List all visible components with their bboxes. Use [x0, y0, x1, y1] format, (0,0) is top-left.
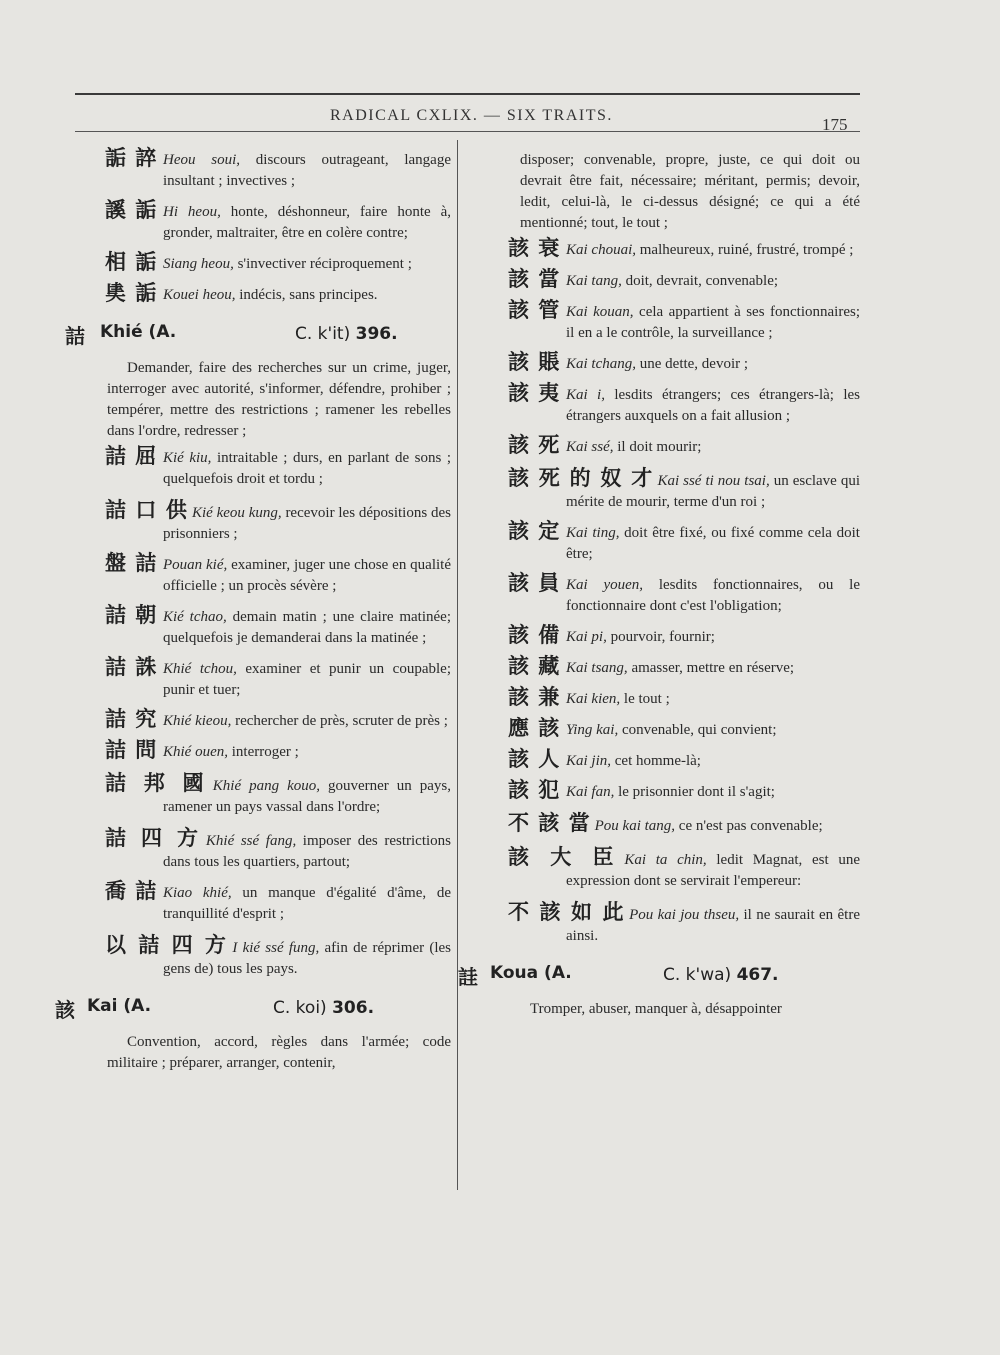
entry-characters: 不 該 當 — [508, 811, 591, 835]
entry-definition: amasser, mettre en réserve; — [627, 660, 795, 676]
entry — [55, 198, 451, 244]
entry-romanization: Khié tchou, — [163, 661, 237, 677]
character-definition: Convention, accord, règles dans l'armée; code militaire ; préparer, arranger, contenir, — [107, 1034, 451, 1071]
entry-romanization: Kai tsang, — [566, 660, 628, 676]
character-definition-continued: disposer; convenable, propre, juste, ce qui doit ou devrait être fait, nécessaire; méritant, permis; devoir, ledit, celui-là, le ci-dessus désigné; ce qui a été mentionné; tout, le tout ; — [520, 152, 860, 231]
entry — [55, 444, 452, 490]
entry — [458, 298, 860, 344]
entry-characters: 詰 問 — [105, 738, 158, 762]
entry-definition: demain matin ; une claire matinée; quelquefois je demanderai dans la matinée ; — [163, 609, 451, 646]
entry-romanization: Pou kai tang, — [594, 818, 676, 834]
entry — [55, 551, 451, 597]
entry-definition: le prisonnier dont il s'agit; — [614, 784, 775, 800]
entry — [458, 267, 860, 292]
entry — [458, 381, 860, 427]
entry-romanization: Khié kieou, — [163, 713, 232, 729]
entry-romanization: Khié ssé fang, — [205, 833, 297, 849]
header-rule — [75, 131, 860, 132]
entry-characters: 該 備 — [508, 623, 561, 647]
heading-title: Khié (A. — [100, 322, 177, 342]
entry-definition: une dette, devoir ; — [636, 356, 749, 372]
entry — [458, 716, 860, 741]
heading-title: Kai (A. — [87, 996, 152, 1016]
entry — [55, 500, 451, 545]
entry — [55, 773, 451, 818]
entry-characters: 以 詰 四 方 — [105, 933, 229, 957]
heading-character: 詰 — [65, 324, 85, 348]
entry-romanization: Kai fan, — [566, 784, 615, 800]
entry-romanization: Kai chouai, — [566, 242, 636, 258]
entry-characters: 詰 邦 國 — [105, 771, 209, 795]
character-definition: Demander, faire des recherches sur un crime, juger, interroger avec autorité, s'informer, défendre, prohiber ; tempérer, mettre des restrictions ; ramener les rebelles dans l'ordre, redresser ; — [107, 360, 451, 439]
entry-romanization: Kai i, — [566, 387, 605, 403]
entry-definition: il doit mourir; — [613, 439, 702, 455]
heading-code: C. k'it) 396. — [295, 324, 398, 344]
entry — [55, 935, 451, 980]
entry-definition: interroger ; — [228, 744, 299, 760]
entry — [55, 655, 451, 701]
entry-romanization: Kai pi, — [566, 629, 607, 645]
entry-definition: un esclave qui mérite de mourir, terme d'un roi ; — [566, 473, 860, 510]
character-heading — [55, 320, 451, 350]
entry-characters: 該 人 — [508, 747, 561, 771]
entry-romanization: Siang heou, — [163, 256, 234, 272]
entry-definition: indécis, sans principes. — [235, 287, 378, 303]
character-heading — [55, 994, 451, 1024]
running-header: RADICAL CXLIX. — SIX TRAITS. — [330, 107, 613, 124]
entry-characters: 該 死 — [508, 433, 561, 457]
entry-characters: 詬 誶 — [105, 146, 158, 170]
entry — [55, 146, 451, 192]
entry-romanization: Pou kai jou thseu, — [629, 907, 740, 923]
top-rule — [75, 93, 860, 95]
entry-definition: lesdits fonctionnaires, ou le fonctionnaire dont c'est l'obligation; — [566, 577, 860, 614]
entry-definition: ce n'est pas convenable; — [675, 818, 823, 834]
entry-characters: 該 當 — [508, 267, 561, 291]
heading-title: Koua (A. — [490, 963, 572, 983]
entry — [458, 571, 860, 617]
entry-characters: 盤 詰 — [105, 551, 158, 575]
entry — [458, 902, 860, 947]
entry — [55, 250, 451, 275]
entry-characters: 該 員 — [508, 571, 561, 595]
entry-romanization: Kié keou kung, — [191, 505, 282, 521]
entry — [458, 433, 860, 458]
entry-romanization: Kai ting, — [566, 525, 620, 541]
entry-definition: gouverner un pays, ramener un pays vassal dans l'ordre; — [163, 778, 451, 815]
entry-characters: 應 該 — [508, 716, 561, 740]
entry-definition: un manque d'égalité d'âme, de tranquillité d'esprit ; — [163, 885, 452, 922]
entry-romanization: Kai ssé ti nou tsai, — [657, 473, 770, 489]
entry-characters: 詰 四 方 — [105, 826, 202, 850]
entry-definition: cet homme-là; — [611, 753, 701, 769]
entry — [55, 738, 451, 763]
entry-romanization: Kai ssé, — [566, 439, 614, 455]
left-column — [55, 146, 452, 1080]
entry-definition: honte, déshonneur, faire honte à, gronder, maltraiter, être en colère contre; — [163, 204, 451, 241]
entry — [55, 281, 451, 306]
entry-characters: 該 衰 — [508, 236, 561, 260]
heading-code: C. k'wa) 467. — [663, 965, 779, 985]
character-definition: Tromper, abuser, manquer à, désappointer — [530, 1001, 782, 1017]
entry-characters: 該 管 — [508, 298, 561, 322]
entry-characters: 相 詬 — [105, 250, 158, 274]
entry-romanization: Kai kouan, — [566, 304, 634, 320]
entry-characters: 謑 詬 — [105, 198, 158, 222]
entry-definition: imposer des restrictions dans tous les quartiers, partout; — [163, 833, 451, 870]
entry-definition: doit être fixé, ou fixé comme cela doit être; — [566, 525, 860, 562]
entry-characters: 奊 詬 — [105, 281, 158, 305]
entry-romanization: Kié kiu, — [163, 450, 212, 466]
heading-character: 詿 — [458, 965, 478, 989]
entry — [458, 468, 860, 513]
entry-characters: 該 夷 — [508, 381, 561, 405]
entry-romanization: Khié ouen, — [163, 744, 228, 760]
entry-characters: 該 藏 — [508, 654, 561, 678]
entry-definition: doit, devrait, convenable; — [621, 273, 779, 289]
entry-romanization: Pouan kié, — [163, 557, 228, 573]
entry — [458, 623, 860, 648]
entry-definition: pourvoir, fournir; — [606, 629, 715, 645]
entry-definition: lesdits étrangers; ces étrangers-là; les étrangers auxquels on a fait allusion ; — [566, 387, 860, 424]
entry-definition: le tout ; — [620, 691, 670, 707]
entry — [458, 778, 860, 803]
entry-romanization: Kai tang, — [566, 273, 622, 289]
entry-characters: 詰 朝 — [105, 603, 158, 627]
entry-characters: 詰 誅 — [105, 655, 158, 679]
entry — [55, 879, 452, 925]
entry-romanization: Kai youen, — [566, 577, 644, 593]
entry-characters: 該 兼 — [508, 685, 561, 709]
entry-characters: 該 死 的 奴 才 — [508, 466, 654, 490]
entry-definition: s'invectiver réciproquement ; — [233, 256, 412, 272]
entry-characters: 喬 詰 — [105, 879, 158, 903]
entry-characters: 不 該 如 此 — [508, 900, 626, 924]
entry-definition: examiner et punir un coupable; punir et tuer; — [163, 661, 451, 698]
entry-romanization: Kiao khié, — [163, 885, 232, 901]
entry-characters: 該 大 臣 — [508, 845, 621, 869]
entry-romanization: Kai kien, — [566, 691, 621, 707]
entry-definition: discours outrageant, langage insultant ; invectives ; — [163, 152, 451, 189]
right-column — [458, 150, 860, 1026]
entry-romanization: Heou soui, — [163, 152, 241, 168]
entry-definition: afin de réprimer (les gens de) tous les pays. — [163, 940, 451, 977]
entry — [458, 685, 860, 710]
entry-definition: ledit Magnat, est une expression dont se servirait l'empereur: — [566, 852, 861, 889]
heading-code: C. koi) 306. — [273, 998, 375, 1018]
entry-definition: recevoir les dépositions des prisonniers ; — [163, 505, 451, 542]
entry — [55, 707, 451, 732]
entry-definition: il ne saurait en être ainsi. — [566, 907, 860, 944]
entry-characters: 該 犯 — [508, 778, 561, 802]
page-number: 175 — [822, 115, 848, 134]
entry-definition: examiner, juger une chose en qualité officielle ; un procès sévère ; — [163, 557, 451, 594]
entry-romanization: I kié ssé fung, — [232, 940, 320, 956]
character-heading — [458, 961, 860, 991]
entry-romanization: Khié pang kouo, — [212, 778, 320, 794]
entry-characters: 詰 口 供 — [105, 498, 188, 522]
entry — [458, 350, 860, 375]
entry-romanization: Hi heou, — [163, 204, 221, 220]
entry — [458, 747, 860, 772]
entry-romanization: Kai jin, — [566, 753, 612, 769]
entry-romanization: Kai ta chin, — [624, 852, 707, 868]
entry — [458, 654, 860, 679]
heading-character: 該 — [55, 998, 75, 1022]
entry — [458, 813, 860, 837]
entry-definition: rechercher de près, scruter de près ; — [231, 713, 448, 729]
entry-romanization: Kouei heou, — [163, 287, 236, 303]
entry-romanization: Kai tchang, — [566, 356, 636, 372]
entry-definition: cela appartient à ses fonctionnaires; il en a le contrôle, la surveillance ; — [566, 304, 860, 341]
entry-romanization: Ying kai, — [566, 722, 619, 738]
entry — [458, 236, 860, 261]
entry-characters: 詰 究 — [105, 707, 158, 731]
entry-characters: 該 賬 — [508, 350, 561, 374]
entry — [458, 847, 860, 892]
entry — [55, 828, 451, 873]
entry-romanization: Kié tchao, — [163, 609, 227, 625]
entry-characters: 詰 屈 — [105, 444, 158, 468]
entry — [458, 519, 860, 565]
entry-definition: malheureux, ruiné, frustré, trompé ; — [636, 242, 854, 258]
entry-characters: 該 定 — [508, 519, 561, 543]
entry-definition: intraitable ; durs, en parlant de sons ; quelquefois droit et tordu ; — [163, 450, 452, 487]
entry-definition: convenable, qui convient; — [618, 722, 777, 738]
entry — [55, 603, 451, 649]
